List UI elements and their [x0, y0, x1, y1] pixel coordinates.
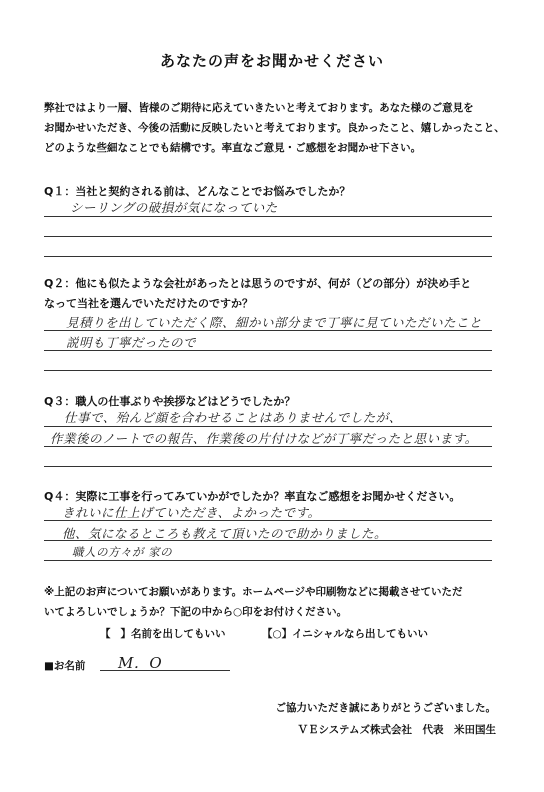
closing-thanks: ご協力いただき誠にありがとうございました。: [275, 702, 496, 714]
question-2-line-2: なって当社を選んでいただけたのですか？: [44, 297, 253, 310]
answer-1-line-1: シーリングの破損が気になっていた: [70, 200, 278, 215]
option-bracket-close: 】: [120, 628, 131, 640]
answer-rule: [44, 466, 492, 467]
intro-line-2: お聞かせいただき、今後の活動に反映したいと考えております。良かったこと、嬉しかったこと、: [44, 122, 505, 134]
option-label: イニシャルなら出してもいい: [292, 628, 429, 640]
option-bracket-close: 】: [281, 628, 293, 640]
note-line-1: ※上記のお声についてお願いがあります。ホームページや印刷物などに掲載させていただ: [44, 586, 463, 598]
company-signature: ＶＥシステムズ株式会社 代表 米田国生: [297, 724, 496, 736]
answer-3-line-2: 作業後のノートでの報告、作業後の片付けなどが丁寧だったと思います。: [50, 431, 478, 446]
answer-2-line-1: 見積りを出していただく際、細かい部分まで丁寧に見ていただいたこと: [66, 315, 483, 330]
answer-4-line-2: 他、気になるところも教えて頂いたので助かりました。: [62, 526, 388, 541]
question-2-line-1: Q２：他にも似たような会社があったとは思うのですが、何が（どの部分）が決め手と: [44, 277, 472, 290]
name-value: M．O: [118, 654, 163, 672]
option-label: 名前を出してもいい: [131, 628, 226, 640]
option-full-name[interactable]: [100, 626, 226, 641]
intro-line-3: どのような些細なことでも結構です。率直なご意見・ご感想をお聞かせ下さい。: [44, 142, 422, 154]
option-bracket-open: 【: [100, 628, 111, 640]
answer-rule: [44, 330, 492, 331]
answer-rule: [44, 370, 492, 371]
answer-rule: [44, 350, 492, 351]
answer-rule: [44, 256, 492, 257]
option-mark: ○: [272, 628, 282, 640]
answer-rule: [44, 540, 492, 541]
question-4: Q４：実際に工事を行ってみていかがでしたか？率直なご感想をお聞かせください。: [44, 490, 461, 503]
answer-rule: [44, 216, 492, 217]
option-initials[interactable]: [262, 626, 428, 641]
intro-line-1: 弊社ではより一層、皆様のご期待に応えていきたいと考えております。あなた様のご意見を: [44, 102, 474, 114]
note-line-2: いてよろしいでしょうか？下記の中から○印をお付けください。: [44, 606, 348, 618]
answer-rule: [44, 236, 492, 237]
question-1: Q１：当社と契約される前は、どんなことでお悩みでしたか？: [44, 185, 351, 198]
answer-4-line-3: 職人の方々が 家の: [72, 545, 173, 559]
answer-rule: [44, 446, 492, 447]
answer-4-line-1: きれいに仕上げていただき、よかったです。: [62, 505, 321, 520]
name-label: ■お名前: [44, 660, 86, 672]
question-3: Q３：職人の仕事ぶりや挨拶などはどうでしたか？: [44, 395, 296, 408]
answer-rule: [44, 560, 492, 561]
answer-2-line-2: 説明も丁寧だったので: [66, 335, 197, 350]
name-underline: [100, 670, 230, 671]
page-title: あなたの声をお聞かせください: [159, 52, 384, 70]
answer-rule: [44, 520, 492, 521]
option-bracket-open: 【: [262, 628, 273, 640]
answer-rule: [44, 426, 492, 427]
answer-3-line-1: 仕事で、殆んど顔を合わせることはありませんでしたが、: [64, 410, 402, 425]
